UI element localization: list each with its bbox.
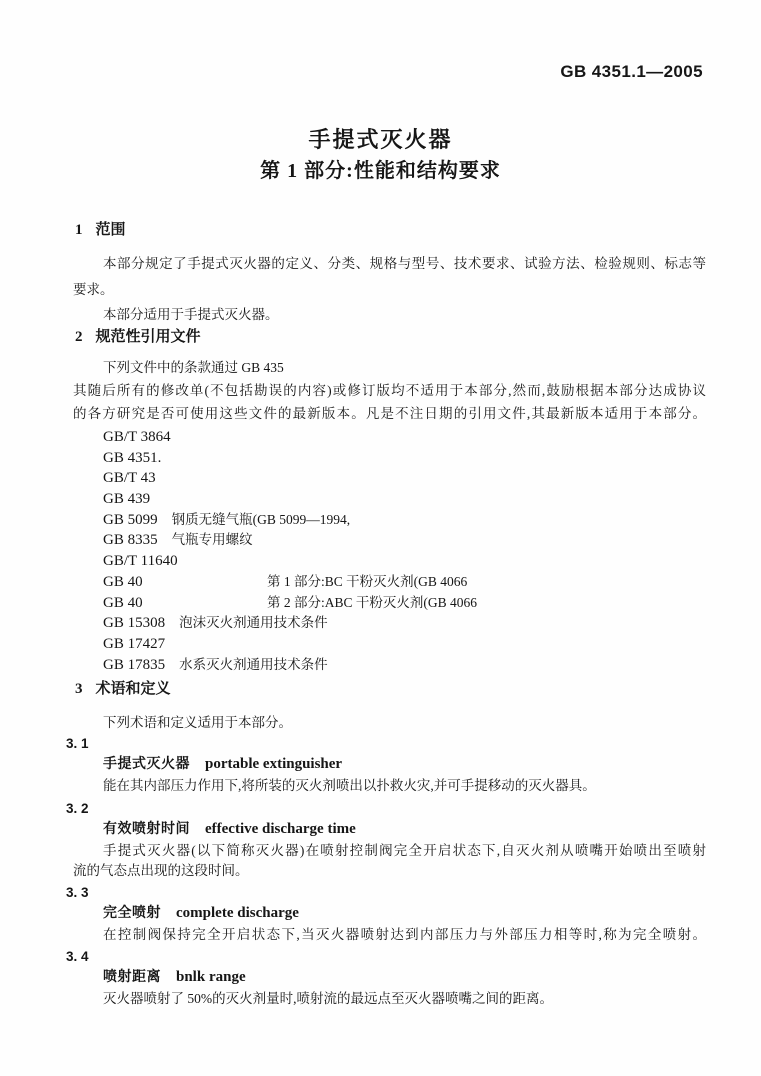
title-line-1: 手提式灭火器	[308, 127, 453, 152]
section-number: 2	[75, 329, 83, 345]
clause-number: 3. 1	[66, 736, 89, 751]
reference-code: GB 439	[103, 491, 151, 508]
term-definition-3-3	[66, 883, 706, 945]
references-list	[103, 427, 713, 675]
reference-code: GB/T 3864	[103, 429, 171, 445]
scope-paragraph	[73, 251, 706, 328]
section-title: 术语和定义	[95, 681, 171, 697]
reference-item	[103, 572, 713, 593]
section-title: 范围	[95, 222, 126, 238]
reference-code: GB 4351.	[103, 449, 162, 466]
text-line: 下列术语和定义适用于本部分。	[103, 715, 292, 730]
term-name	[73, 754, 706, 775]
reference-code: GB 40	[103, 573, 143, 590]
reference-code: GB/T 43	[103, 470, 156, 487]
term-definition-3-1	[66, 734, 706, 796]
reference-item	[103, 489, 713, 510]
reference-title: 第 1 部分:BC 干粉灭火剂(GB 4066	[267, 573, 468, 589]
text-line: 要求。	[73, 281, 114, 297]
document-title	[0, 124, 761, 186]
clause-number: 3. 2	[66, 801, 89, 816]
reference-item	[103, 510, 713, 531]
reference-code: GB 17427	[103, 635, 166, 652]
text-line: 的各方研究是否可使用这些文件的最新版本。凡是不注日期的引用文件,其最新版本适用于本部分。	[73, 406, 706, 421]
term-name	[73, 903, 706, 924]
reference-title: 第 2 部分:ABC 干粉灭火剂(GB 4066	[267, 594, 478, 610]
reference-item	[103, 613, 713, 634]
title-line-2: 第 1 部分:性能和结构要求	[260, 160, 501, 182]
section-heading-scope	[75, 220, 126, 240]
term-chinese: 手提式灭火器	[103, 757, 190, 773]
term-name	[73, 967, 706, 988]
text-line: 其随后所有的修改单(不包括勘误的内容)或修订版均不适用于本部分,然而,鼓励根据本部分达成协议	[73, 383, 706, 398]
reference-code: GB 8335	[103, 532, 158, 549]
section-heading-terms	[75, 679, 171, 699]
term-definition-text: 手提式灭火器(以下简称灭火器)在喷射控制阀完全开启状态下,自灭火剂从喷嘴开始喷出至喷射	[103, 842, 706, 858]
reference-item	[103, 551, 713, 572]
reference-item	[103, 427, 713, 448]
clause-number: 3. 3	[66, 885, 89, 900]
text-line: 本部分适用于手提式灭火器。	[103, 307, 279, 322]
term-english: complete discharge	[176, 905, 299, 922]
term-english: bnlk range	[176, 969, 246, 986]
reference-item	[103, 593, 713, 614]
section-heading-references	[75, 327, 201, 347]
term-definition-text: 流的气态点出现的这段时间。	[73, 863, 249, 879]
term-definition-text: 在控制阀保持完全开启状态下,当灭火器喷射达到内部压力与外部压力相等时,称为完全喷射。	[103, 926, 706, 942]
term-definition-3-4	[66, 947, 706, 1009]
reference-item	[103, 530, 713, 551]
reference-code: GB 40	[103, 594, 143, 611]
reference-item	[103, 448, 713, 469]
reference-title: 水系灭火剂通用技术条件	[179, 656, 328, 672]
section-title: 规范性引用文件	[95, 329, 201, 345]
reference-code: GB 5099	[103, 511, 158, 528]
reference-title: 泡沫灭火剂通用技术条件	[179, 615, 328, 631]
term-name	[73, 819, 706, 840]
term-chinese: 有效喷射时间	[103, 822, 190, 838]
term-definition-text: 能在其内部压力作用下,将所装的灭火剂喷出以扑救火灾,并可手提移动的灭火器具。	[103, 777, 596, 793]
section-number: 3	[75, 681, 83, 697]
reference-item	[103, 655, 713, 676]
term-definition-3-2	[66, 799, 706, 882]
standard-number: GB 4351.1—2005	[560, 62, 703, 81]
term-chinese: 完全喷射	[103, 906, 161, 922]
reference-code: GB 15308	[103, 615, 166, 632]
reference-title: 钢质无缝气瓶(GB 5099—1994,	[171, 511, 351, 527]
term-chinese: 喷射距离	[103, 970, 161, 986]
reference-code: GB/T 11640	[103, 553, 178, 570]
term-english: portable extinguisher	[205, 756, 343, 773]
term-english: effective discharge time	[205, 821, 356, 838]
clause-number: 3. 4	[66, 949, 89, 964]
terms-intro	[73, 712, 706, 733]
section-number: 1	[75, 222, 83, 238]
reference-title: 气瓶专用螺纹	[171, 532, 253, 548]
reference-item	[103, 468, 713, 489]
text-line: 下列文件中的条款通过 GB 435	[103, 360, 284, 375]
reference-item	[103, 634, 713, 655]
text-line: 本部分规定了手提式灭火器的定义、分类、规格与型号、技术要求、试验方法、检验规则、标志等	[103, 256, 706, 271]
reference-code: GB 17835	[103, 656, 166, 673]
term-definition-text: 灭火器喷射了 50%的灭火剂量时,喷射流的最远点至灭火器喷嘴之间的距离。	[103, 990, 553, 1006]
references-intro	[73, 356, 706, 425]
